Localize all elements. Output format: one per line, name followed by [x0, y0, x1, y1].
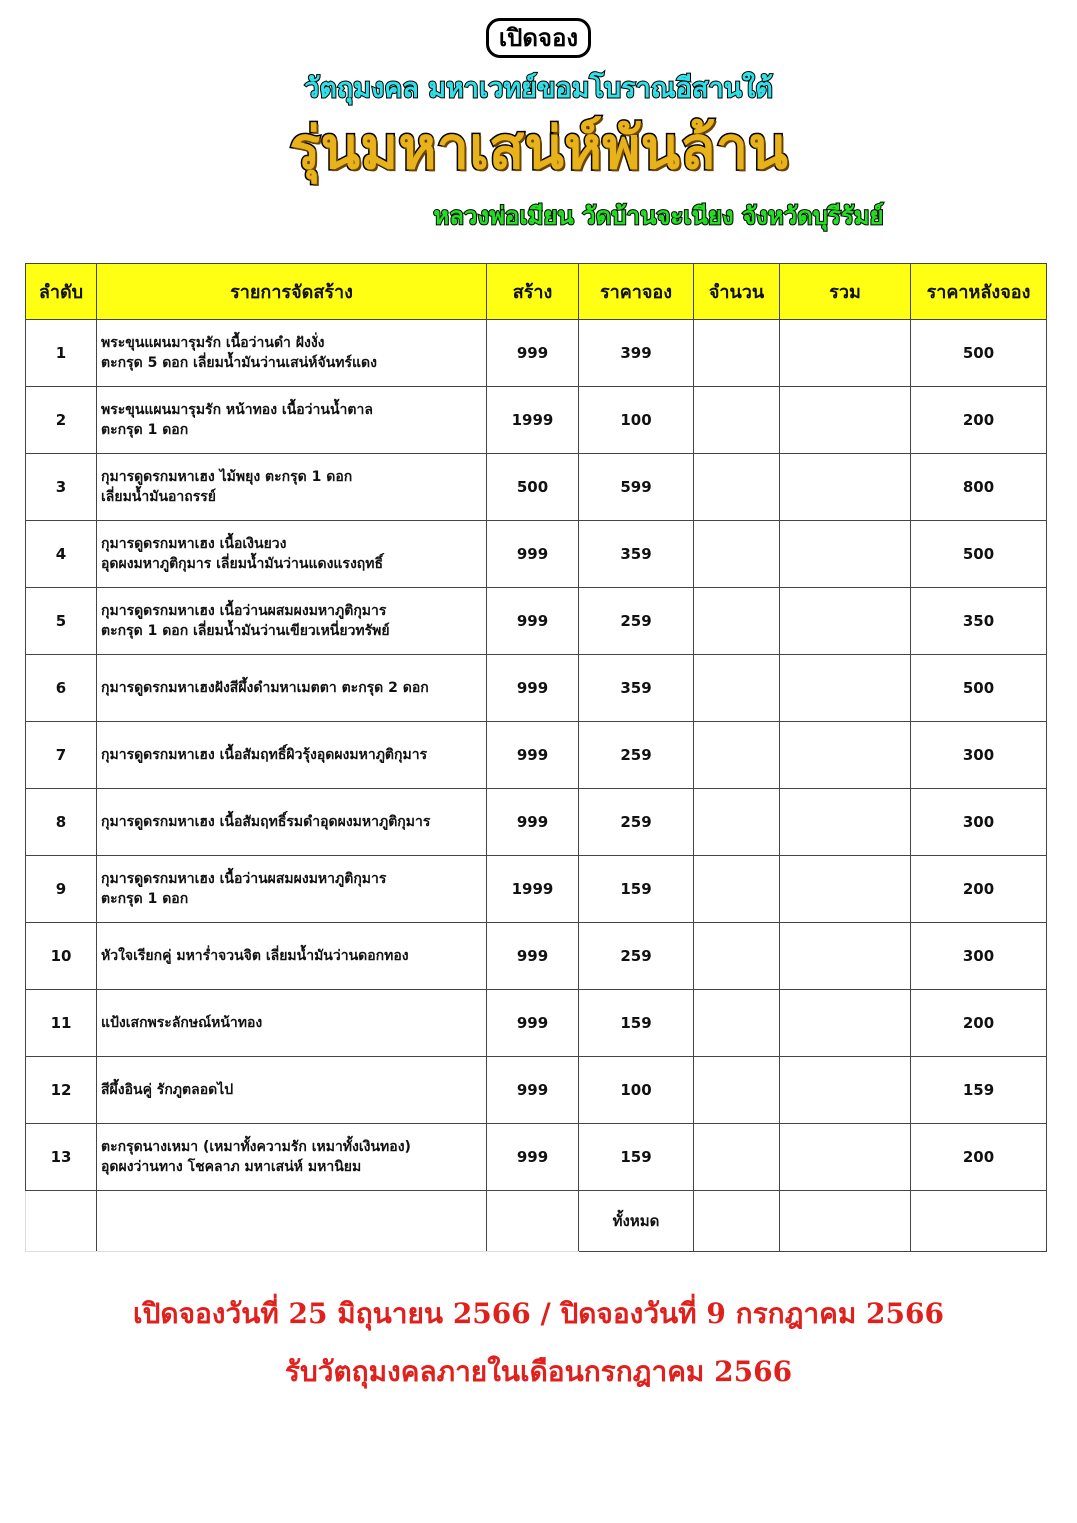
item-name	[97, 856, 487, 923]
item-name-line1: กุมารดูดรกมหาเฮง เนื้อสัมฤทธิ์ผิวรุ้งอุดผงมหาภูติกุมาร	[101, 747, 428, 763]
built-count: 999	[487, 588, 579, 655]
quantity-cell[interactable]	[694, 655, 780, 722]
row-number: 2	[26, 387, 97, 454]
booking-price: 100	[579, 387, 694, 454]
booking-price: 399	[579, 320, 694, 387]
table-row	[26, 990, 1047, 1057]
booking-price: 159	[579, 1124, 694, 1191]
booking-dates: เปิดจองวันที่ 25 มิถุนายน 2566 / ปิดจองวันที่ 9 กรกฎาคม 2566	[133, 1297, 944, 1330]
table-row	[26, 454, 1047, 521]
row-number: 1	[26, 320, 97, 387]
quantity-cell[interactable]	[694, 923, 780, 990]
item-name-line1: พระขุนแผนมารุมรัก หน้าทอง เนื้อว่านน้ำตาล	[101, 402, 373, 418]
col-header-total: รวม	[780, 264, 911, 320]
item-name-line1: แป้งเสกพระลักษณ์หน้าทอง	[101, 1015, 263, 1031]
quantity-cell[interactable]	[694, 588, 780, 655]
table-row	[26, 1057, 1047, 1124]
table-header-row	[26, 264, 1047, 320]
item-name-line1: สีผึ้งอินคู่ รักภูตลอดไป	[101, 1082, 234, 1098]
quantity-cell[interactable]	[694, 387, 780, 454]
after-booking-price: 500	[911, 655, 1047, 722]
booking-price: 159	[579, 856, 694, 923]
built-count: 500	[487, 454, 579, 521]
item-name-line1: พระขุนแผนมารุมรัก เนื้อว่านดำ ฝังงั่ง	[101, 335, 325, 351]
booking-price: 259	[579, 722, 694, 789]
sum-cell[interactable]	[780, 454, 911, 521]
pickup-note: รับวัตถุมงคลภายในเดือนกรกฎาคม 2566	[284, 1355, 793, 1388]
built-count: 1999	[487, 387, 579, 454]
booking-price: 259	[579, 588, 694, 655]
col-header-booking-price: ราคาจอง	[579, 264, 694, 320]
item-name	[97, 1057, 487, 1124]
row-number: 10	[26, 923, 97, 990]
badge-text: เปิดจอง	[486, 18, 591, 58]
item-name	[97, 923, 487, 990]
quantity-cell[interactable]	[694, 1124, 780, 1191]
built-count: 999	[487, 1057, 579, 1124]
after-booking-price: 800	[911, 454, 1047, 521]
quantity-cell[interactable]	[694, 856, 780, 923]
sum-cell[interactable]	[780, 1124, 911, 1191]
item-name-line1: ตะกรุดนางเหมา (เหมาทั้งความรัก เหมาทั้งเงินทอง)	[101, 1139, 411, 1155]
quantity-cell[interactable]	[694, 454, 780, 521]
booking-price: 259	[579, 923, 694, 990]
item-name-line1: กุมารดูดรกมหาเฮง เนื้อสัมฤทธิ์รมดำอุดผงมหาภูติกุมาร	[101, 814, 431, 830]
item-name-line2: ตะกรุด 5 ดอก เลี่ยมน้ำมันว่านเสน่ห์จันทร์แดง	[101, 355, 377, 371]
built-count: 999	[487, 521, 579, 588]
table-row	[26, 320, 1047, 387]
row-number: 9	[26, 856, 97, 923]
item-name	[97, 588, 487, 655]
item-name-line2: อุดผงมหาภูติกุมาร เลี่ยมน้ำมันว่านแดงแรงฤทธิ์	[101, 556, 384, 572]
table-row	[26, 521, 1047, 588]
item-name-line1: กุมารดูดรกมหาเฮง เนื้อเงินยวง	[101, 536, 287, 552]
open-booking-badge	[0, 18, 1077, 58]
sum-cell[interactable]	[780, 320, 911, 387]
total-blank-cell	[26, 1191, 97, 1252]
booking-price: 599	[579, 454, 694, 521]
built-count: 999	[487, 655, 579, 722]
row-number: 12	[26, 1057, 97, 1124]
item-name	[97, 387, 487, 454]
total-blank-cell	[97, 1191, 487, 1252]
col-header-after-price: ราคาหลังจอง	[911, 264, 1047, 320]
item-name	[97, 320, 487, 387]
quantity-cell[interactable]	[694, 1057, 780, 1124]
after-booking-price: 300	[911, 722, 1047, 789]
after-booking-price: 500	[911, 320, 1047, 387]
sum-cell[interactable]	[780, 856, 911, 923]
item-name	[97, 1124, 487, 1191]
after-booking-price: 159	[911, 1057, 1047, 1124]
item-name	[97, 990, 487, 1057]
col-header-item: รายการจัดสร้าง	[97, 264, 487, 320]
row-number: 8	[26, 789, 97, 856]
item-name	[97, 722, 487, 789]
row-number: 6	[26, 655, 97, 722]
built-count: 999	[487, 990, 579, 1057]
table-row	[26, 923, 1047, 990]
table-row	[26, 1124, 1047, 1191]
table-row	[26, 387, 1047, 454]
sum-cell[interactable]	[780, 923, 911, 990]
table-row	[26, 789, 1047, 856]
total-row	[26, 1191, 1047, 1252]
sum-cell[interactable]	[780, 521, 911, 588]
built-count: 999	[487, 722, 579, 789]
item-name	[97, 655, 487, 722]
booking-price: 359	[579, 655, 694, 722]
quantity-cell[interactable]	[694, 320, 780, 387]
col-header-quantity: จำนวน	[694, 264, 780, 320]
item-name-line1: กุมารดูดรกมหาเฮง เนื้อว่านผสมผงมหาภูติกุมาร	[101, 603, 387, 619]
total-quantity-cell[interactable]	[694, 1191, 780, 1252]
item-name-line1: กุมารดูดรกมหาเฮงฝังสีผึ้งดำมหาเมตตา ตะกรุด 2 ดอก	[101, 680, 429, 696]
item-name-line2: ตะกรุด 1 ดอก เลี่ยมน้ำมันว่านเขียวเหนี่ยวทรัพย์	[101, 623, 390, 639]
quantity-cell[interactable]	[694, 990, 780, 1057]
built-count: 1999	[487, 856, 579, 923]
booking-price: 100	[579, 1057, 694, 1124]
item-name	[97, 521, 487, 588]
booking-price: 359	[579, 521, 694, 588]
built-count: 999	[487, 789, 579, 856]
monk-temple-line: หลวงพ่อเมียน วัดบ้านจะเนียง จังหวัดบุรีรัมย์	[433, 202, 884, 230]
table-row	[26, 588, 1047, 655]
col-header-built: สร้าง	[487, 264, 579, 320]
series-title: รุ่นมหาเสน่ห์พันล้าน	[289, 114, 788, 182]
after-booking-price: 200	[911, 1124, 1047, 1191]
after-booking-price: 200	[911, 856, 1047, 923]
sum-cell[interactable]	[780, 990, 911, 1057]
after-booking-price: 300	[911, 923, 1047, 990]
quantity-cell[interactable]	[694, 789, 780, 856]
table-row	[26, 722, 1047, 789]
collection-subtitle: วัตถุมงคล มหาเวทย์ขอมโบราณอีสานใต้	[304, 73, 773, 104]
built-count: 999	[487, 923, 579, 990]
item-name-line1: กุมารดูดรกมหาเฮง ไม้พยุง ตะกรุด 1 ดอก	[101, 469, 353, 485]
sum-cell[interactable]	[780, 722, 911, 789]
row-number: 3	[26, 454, 97, 521]
sum-cell[interactable]	[780, 1057, 911, 1124]
booking-price: 259	[579, 789, 694, 856]
after-booking-price: 350	[911, 588, 1047, 655]
item-name-line2: ตะกรุด 1 ดอก	[101, 422, 189, 438]
row-number: 7	[26, 722, 97, 789]
item-name	[97, 789, 487, 856]
row-number: 4	[26, 521, 97, 588]
item-name-line2: อุดผงว่านทาง โชคลาภ มหาเสน่ห์ มหานิยม	[101, 1159, 362, 1175]
after-booking-price: 300	[911, 789, 1047, 856]
quantity-cell[interactable]	[694, 521, 780, 588]
total-label: ทั้งหมด	[579, 1191, 694, 1252]
after-booking-price: 200	[911, 990, 1047, 1057]
sum-cell[interactable]	[780, 387, 911, 454]
quantity-cell[interactable]	[694, 722, 780, 789]
total-blank-cell	[487, 1191, 579, 1252]
item-name-line1: กุมารดูดรกมหาเฮง เนื้อว่านผสมผงมหาภูติกุมาร	[101, 871, 387, 887]
total-sum-cell[interactable]	[780, 1191, 911, 1252]
row-number: 13	[26, 1124, 97, 1191]
after-booking-price: 500	[911, 521, 1047, 588]
total-after-cell	[911, 1191, 1047, 1252]
sum-cell[interactable]	[780, 789, 911, 856]
item-name-line1: หัวใจเรียกคู่ มหาร่ำจวนจิต เลี่ยมน้ำมันว่านดอกทอง	[101, 948, 409, 964]
item-name-line2: เลี่ยมน้ำมันอาถรรย์	[101, 489, 217, 505]
row-number: 11	[26, 990, 97, 1057]
booking-price: 159	[579, 990, 694, 1057]
col-header-no: ลำดับ	[26, 264, 97, 320]
built-count: 999	[487, 320, 579, 387]
item-name-line2: ตะกรุด 1 ดอก	[101, 891, 189, 907]
item-name	[97, 454, 487, 521]
sum-cell[interactable]	[780, 655, 911, 722]
row-number: 5	[26, 588, 97, 655]
table-row	[26, 655, 1047, 722]
after-booking-price: 200	[911, 387, 1047, 454]
sum-cell[interactable]	[780, 588, 911, 655]
price-table	[25, 263, 1047, 1252]
table-row	[26, 856, 1047, 923]
built-count: 999	[487, 1124, 579, 1191]
